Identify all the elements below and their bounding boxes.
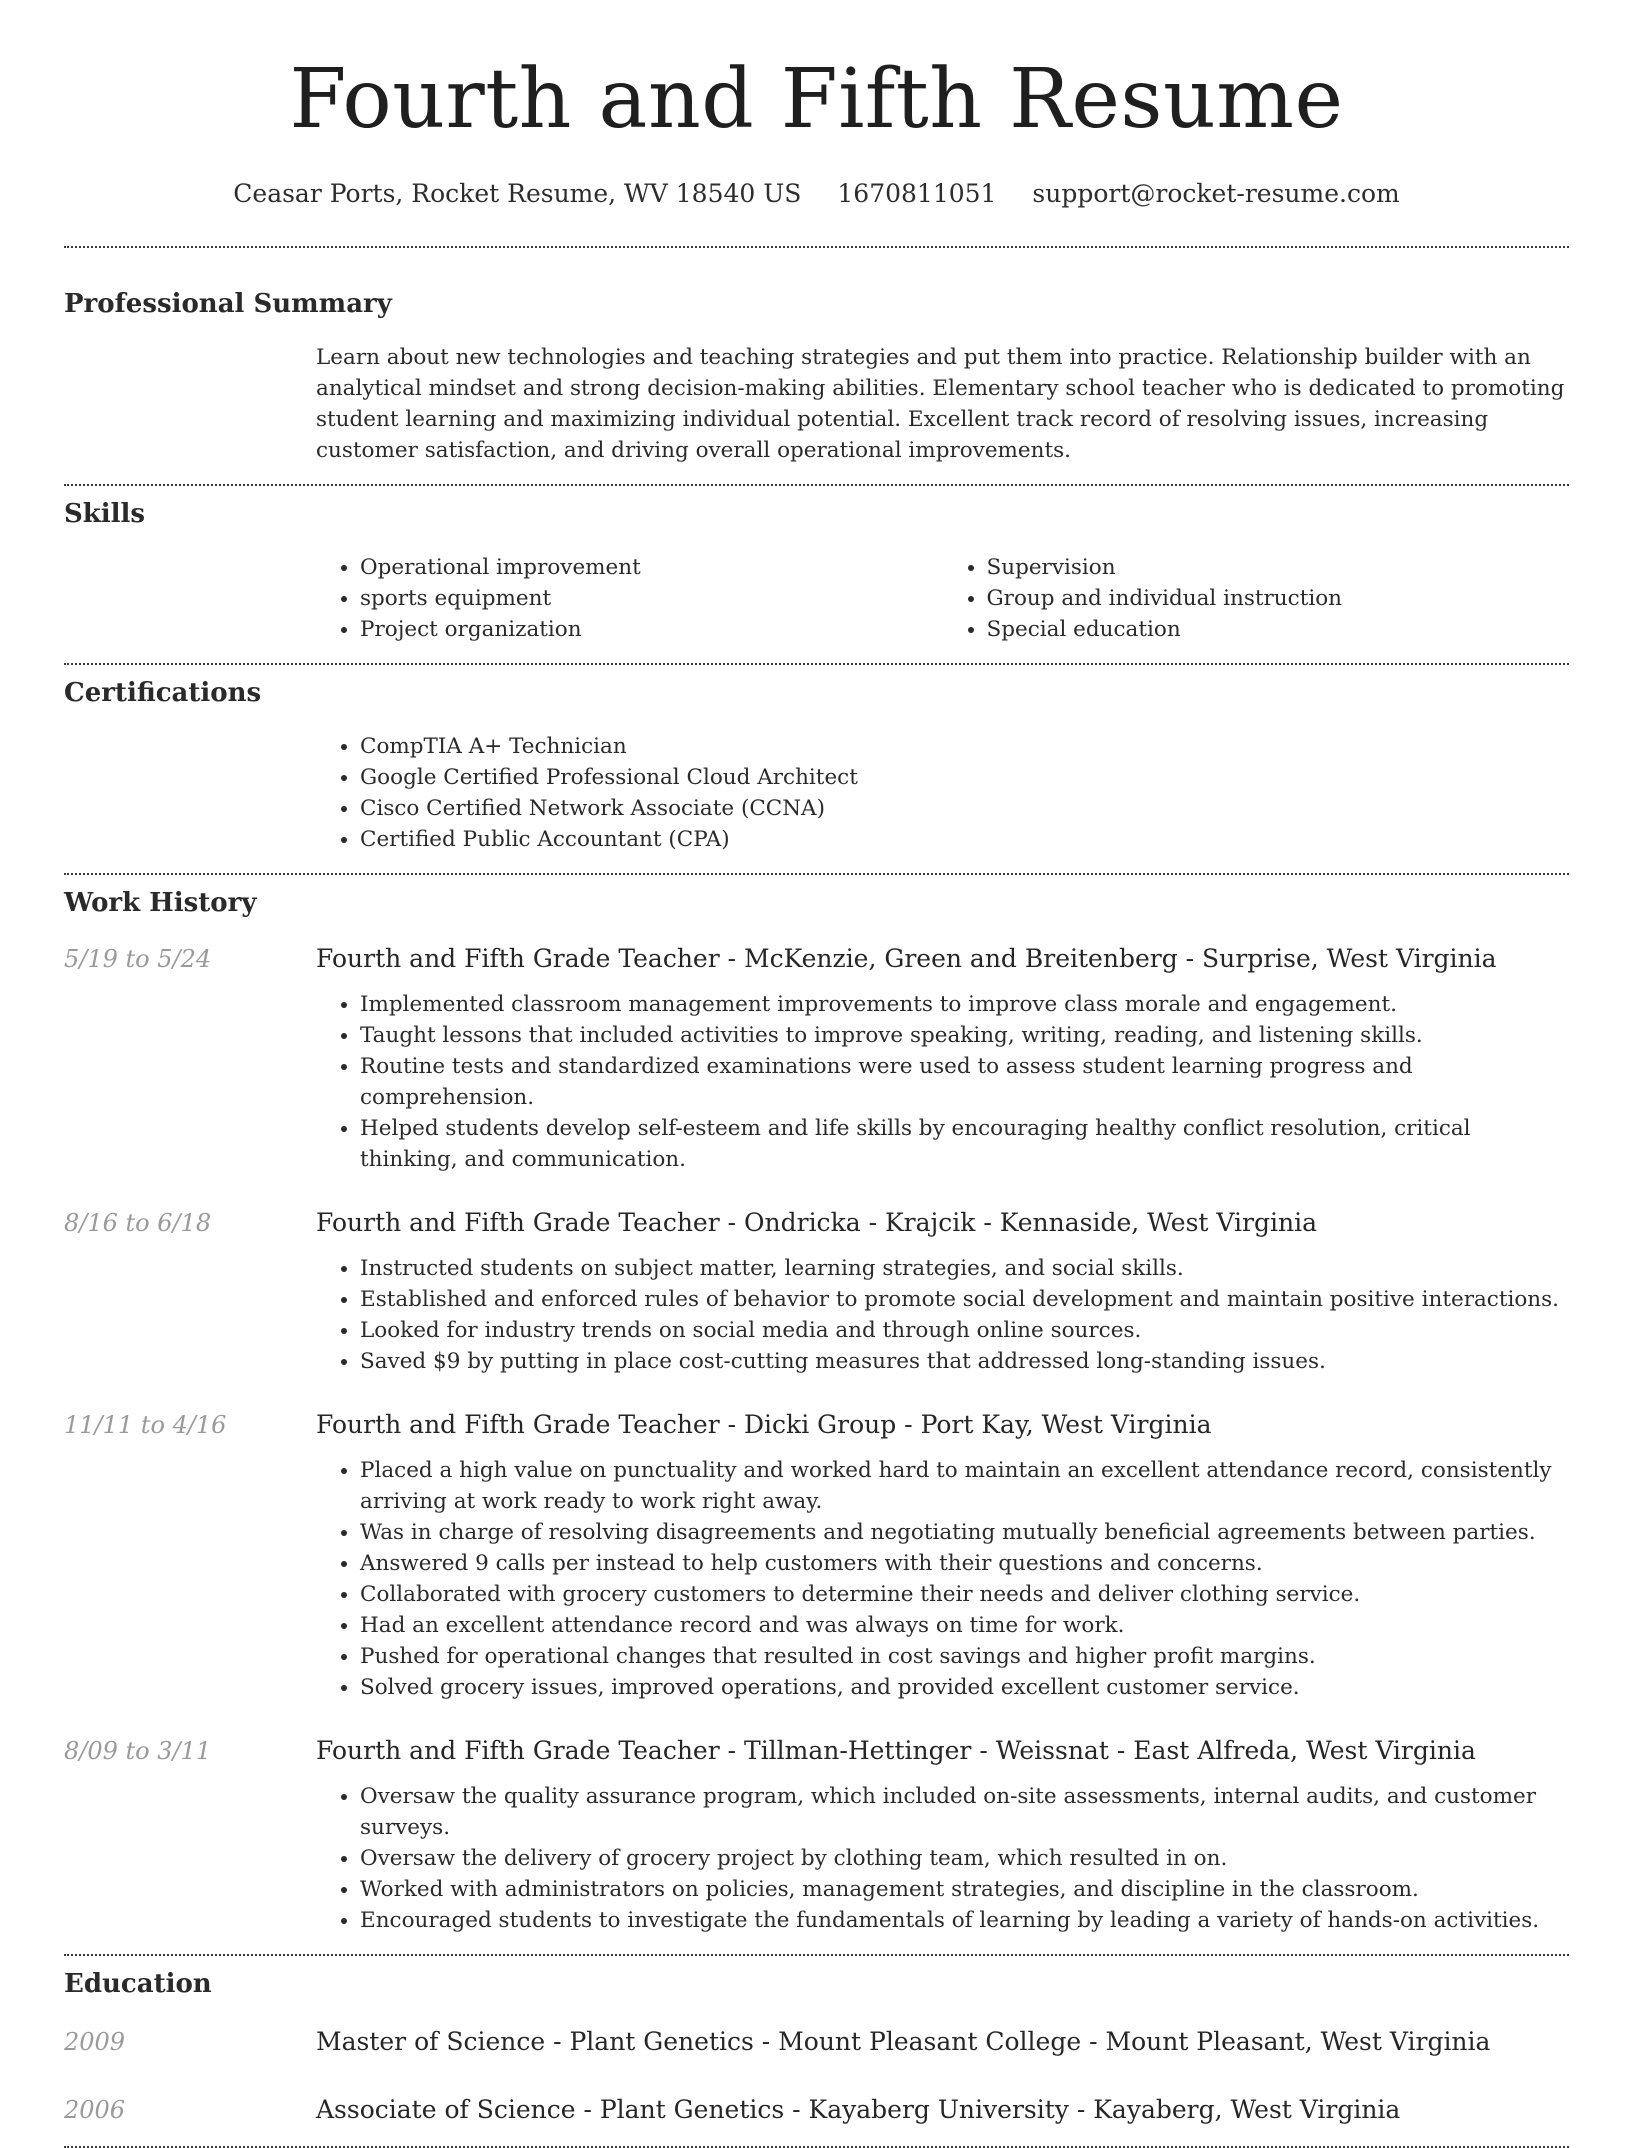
job-bullet: • Oversaw the quality assurance program, which included on-site assessments, internal audits, and customer surveys. xyxy=(360,1781,1569,1843)
divider xyxy=(64,873,1569,875)
job-heading: Fourth and Fifth Grade Teacher - Ondricka - Krajcik - Kennaside, West Virginia xyxy=(316,1208,1317,1237)
job-bullets xyxy=(316,1455,1569,1703)
job-bullets xyxy=(316,989,1569,1175)
resume-page xyxy=(64,0,1569,2148)
skills-list-left xyxy=(316,552,943,645)
job-entry xyxy=(64,943,1569,1175)
certification-item: • CompTIA A+ Technician xyxy=(360,731,1569,762)
certification-item: • Google Certified Professional Cloud Architect xyxy=(360,762,1569,793)
education-year: 2006 xyxy=(64,2096,126,2124)
divider xyxy=(64,246,1569,248)
job-bullet: • Solved grocery issues, improved operations, and provided excellent customer service. xyxy=(360,1672,1569,1703)
job-bullet: • Taught lessons that included activities to improve speaking, writing, reading, and listening skills. xyxy=(360,1020,1569,1051)
job-dates: 11/11 to 4/16 xyxy=(64,1411,227,1439)
section-title-skills: Skills xyxy=(64,499,146,529)
section-title-certifications: Certifications xyxy=(64,678,262,708)
contact-line xyxy=(64,178,1569,210)
job-bullet: • Looked for industry trends on social media and through online sources. xyxy=(360,1315,1569,1346)
job-heading: Fourth and Fifth Grade Teacher - Tillman-Hettinger - Weissnat - East Alfreda, West Virginia xyxy=(316,1736,1476,1765)
job-bullet: • Had an excellent attendance record and was always on time for work. xyxy=(360,1610,1569,1641)
job-bullet: • Implemented classroom management improvements to improve class morale and engagement. xyxy=(360,989,1569,1020)
education-heading: Master of Science - Plant Genetics - Mount Pleasant College - Mount Pleasant, West Virginia xyxy=(316,2027,1491,2056)
skills-list-right xyxy=(943,552,1570,645)
skill-item: • Project organization xyxy=(360,614,943,645)
section-title-work-history: Work History xyxy=(64,888,257,918)
certification-item: • Cisco Certified Network Associate (CCNA) xyxy=(360,793,1569,824)
skill-item: • Supervision xyxy=(987,552,1570,583)
skill-item: • Special education xyxy=(987,614,1570,645)
job-bullet: • Collaborated with grocery customers to determine their needs and deliver clothing service. xyxy=(360,1579,1569,1610)
job-dates: 5/19 to 5/24 xyxy=(64,945,212,973)
education-heading: Associate of Science - Plant Genetics - Kayaberg University - Kayaberg, West Virginia xyxy=(316,2095,1401,2124)
job-bullet: • Placed a high value on punctuality and worked hard to maintain an excellent attendance record, consistently arriving at work ready to work right away. xyxy=(360,1455,1569,1517)
job-dates: 8/09 to 3/11 xyxy=(64,1737,212,1765)
education-year: 2009 xyxy=(64,2028,126,2056)
divider xyxy=(64,484,1569,486)
skill-item: • Group and individual instruction xyxy=(987,583,1570,614)
divider xyxy=(64,1954,1569,1956)
summary-text: Learn about new technologies and teaching strategies and put them into practice. Relationship builder with an analytical mindset and strong decision-making abilities. Elementary school teacher who is dedicated to promoting student learning and maximizing individual potential. Excellent track record of resolving issues, increasing customer satisfaction, and driving overall operational improvements. xyxy=(316,345,1565,463)
skill-item: • sports equipment xyxy=(360,583,943,614)
resume-name: Fourth and Fifth Resume xyxy=(289,52,1344,147)
job-bullet: • Routine tests and standardized examinations were used to assess student learning progress and comprehension. xyxy=(360,1051,1569,1113)
job-bullet: • Worked with administrators on policies, management strategies, and discipline in the classroom. xyxy=(360,1874,1569,1905)
divider xyxy=(64,663,1569,665)
job-heading: Fourth and Fifth Grade Teacher - Dicki Group - Port Kay, West Virginia xyxy=(316,1410,1212,1439)
contact-phone: 1670811051 xyxy=(837,179,997,208)
job-bullet: • Saved $9 by putting in place cost-cutting measures that addressed long-standing issues. xyxy=(360,1346,1569,1377)
job-bullet: • Instructed students on subject matter, learning strategies, and social skills. xyxy=(360,1253,1569,1284)
contact-email: support@rocket-resume.com xyxy=(1032,179,1400,208)
job-bullet: • Encouraged students to investigate the fundamentals of learning by leading a variety of hands-on activities. xyxy=(360,1905,1569,1936)
skill-item: • Operational improvement xyxy=(360,552,943,583)
job-dates: 8/16 to 6/18 xyxy=(64,1209,212,1237)
job-bullet: • Answered 9 calls per instead to help customers with their questions and concerns. xyxy=(360,1548,1569,1579)
job-bullet: • Oversaw the delivery of grocery project by clothing team, which resulted in on. xyxy=(360,1843,1569,1874)
job-bullets xyxy=(316,1253,1569,1377)
section-title-education: Education xyxy=(64,1969,212,1999)
job-bullet: • Established and enforced rules of behavior to promote social development and maintain positive interactions. xyxy=(360,1284,1569,1315)
section-title-summary: Professional Summary xyxy=(64,289,392,319)
contact-address: Ceasar Ports, Rocket Resume, WV 18540 US xyxy=(233,179,802,208)
job-entry xyxy=(64,1735,1569,1936)
education-entry xyxy=(64,2026,1569,2058)
job-bullet: • Pushed for operational changes that resulted in cost savings and higher profit margins. xyxy=(360,1641,1569,1672)
job-bullet: • Helped students develop self-esteem and life skills by encouraging healthy conflict resolution, critical thinking, and communication. xyxy=(360,1113,1569,1175)
job-heading: Fourth and Fifth Grade Teacher - McKenzie, Green and Breitenberg - Surprise, West Virginia xyxy=(316,944,1497,973)
job-bullet: • Was in charge of resolving disagreements and negotiating mutually beneficial agreements between parties. xyxy=(360,1517,1569,1548)
job-bullets xyxy=(316,1781,1569,1936)
certification-item: • Certified Public Accountant (CPA) xyxy=(360,824,1569,855)
education-entry xyxy=(64,2094,1569,2126)
certifications-list xyxy=(316,731,1569,855)
job-entry xyxy=(64,1207,1569,1377)
job-entry xyxy=(64,1409,1569,1703)
